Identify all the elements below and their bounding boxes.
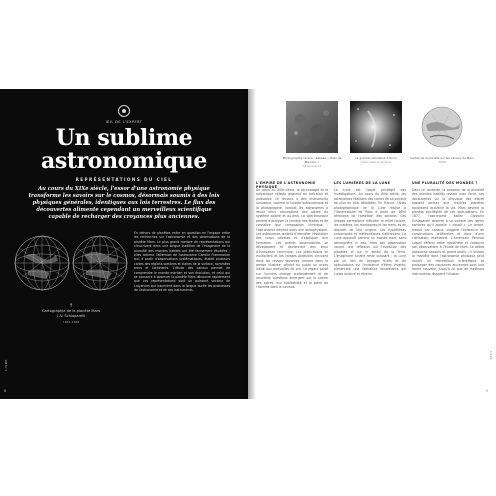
right-side-label: LIVRE [489,351,493,360]
left-page [0,89,248,399]
photo-caption-3-text: Cartes de la planète sur les canaux de Mars [410,156,474,160]
title-line-2: astronomique [41,148,207,174]
mars-hemispheres-drawing [14,227,128,299]
article-title [0,127,248,173]
photo-caption-1-credit: Observatoire [302,163,322,168]
caption-author: J.-V. Schiaparelli [56,314,86,318]
right-folio: 9 [485,389,488,393]
left-body-text: En dehors de planètes entre en question en l'espace entre les recherches sur l'astronomie et des observations de la planète Mars. Le plus grand nombre de représentations qui s'inscrivent dans une longue tradition de l'imaginaire de la pluralité des mondes habités ont été fermement étudiées ; elles attirent l'attention de l'astronome Camille Flammarion qui, à partir d'observations systématiques, établit plusieurs cartes des régions sombres et claires de la surface, nommées mers et continents. L'étude des canaux permet de comprendre le monde martien et son évolution, et celui qui se consacre à observer la planète Mars découvre rapidement que ces représentations sont un puissant vecteur de croyances qui inscrivent dans la longue durée les promesses de l'astronomie et de ses instruments. [134,231,231,293]
eye-emblem-icon [118,105,130,117]
photo-caption-3-credit: 1888 [438,159,446,164]
orion-nebula-photo [350,101,402,153]
column-body-1: Au cours du XIXe siècle, la technologie et la mécanique céleste gagnent en précision et puissance. Le recours à des instruments nouveaux, comme la lunette astronomique et la photographie, conduit les astronomes à revoir leurs conceptions des astres du système solaire et au-delà. La spectroscopie permet d'analyser la lumière des étoiles et de connaître leur composition chimique ; l'astronomie devient alors une astrophysique. Les astronomes tentent d'identifier l'évolution des corps célestes et d'expliquer leur formation. Les grands observatoires se développent et deviennent des lieux d'innovation technique. Les publications se multiplient et les images produites circulent dans les revues savantes comme dans la presse illustrée, offrant au public un accès inédit aux merveilles du ciel. Le regard porté sur l'univers change profondément et de nouvelles questions émergent sur la nature des astres, leur habitabilité et la place de l'homme dans le cosmos. [256,188,328,289]
mars-map-illustration [14,227,128,299]
caption-date: 1882-1888 [62,320,80,324]
photo-caption-2-credit: Observatoire de Paris [360,159,392,164]
title-line-1: Un sublime [55,125,193,151]
right-page [248,89,496,399]
photo-caption-2-text: La grande nébuleuse d'Orion [355,156,397,160]
left-folio: 8 [4,389,7,393]
moon-photo [286,101,338,153]
article-lede: Au cours du XIXe siècle, l'essor d'une astronomie physique transforme les savoirs sur le cosmos, désormais soumis à des lois physiques générales, identiques aux lois terrestres. Le flux des découvertes alimente cependant un merveilleux scientifique capable de recharger des croyances plus anciennes. [28,186,220,220]
photo-caption-1 [280,157,344,168]
book-spread [0,89,496,399]
photo-caption-2 [344,157,408,165]
map-caption [14,303,128,324]
column-heading-3: UNE PLURALITÉ DES MONDES ? [412,181,478,185]
caption-title: Cartographie de la planète Mars [41,309,101,313]
mars-canals-drawing [416,101,468,153]
left-side-label: LIVRE [4,359,8,371]
column-heading-1: L'EMPIRE DE L'ASTRONOMIE PHYSIQUE [256,181,316,189]
photo-caption-3 [410,157,474,165]
section-kicker: ŒIL DE L'EXPERT [105,120,143,124]
column-body-2: La Lune est l'objet privilégié des investigations. Au cours du XIXe siècle, les astronomes réalisent des cartes de sa surface de plus en plus détaillées. En France, l'Atlas photographique de la Lune réalisé à l'Observatoire de Paris à partir de 1894 témoigne de l'ambition des savants. Ces images permettent d'étudier le relief lunaire, les cratères, les montagnes et les mers, et de discuter de leur origine. Les hypothèses volcaniques et météoritiques s'affrontent. La Lune apparaît comme un monde mort, sans atmosphère ni eau, mais son observation nourrit une réflexion sur l'évolution des planètes et sur le destin de la Terre. L'imaginaire lunaire reste puissant : la Lune est un lieu de voyages fictifs et de spéculations sur l'existence d'êtres vivants, alimentant une littérature foisonnante qui croise science et rêverie. [334,188,406,276]
column-heading-2: LES LUMIÈRES DE LA LUNE [334,181,391,185]
caption-arrow-icon: ↑ [68,303,74,309]
photo-caption-1-text: Photographie lunaire, réalisée « Atlas de Meudon » [282,156,342,164]
article-subtitle: REPRÉSENTATIONS DU CIEL [75,177,173,182]
column-body-3: Dans ce contexte, la question de la pluralité des mondes habités revient avec force. Les découvertes sur la physique des astres laissent penser que d'autres planètes pourraient accueillir la vie. Mars devient la planète privilégiée de ces spéculations. En 1877, l'astronome italien Giovanni Schiaparelli observe à sa surface des lignes sombres qu'il appelle « canali ». Le terme, traduit par canaux, suggère l'existence de constructions artificielles et donc d'une civilisation martienne. L'Américain Percival Lowell défend cette hypothèse et consacre son observatoire à l'étude de Mars. Le débat passionne savants et grand public ; il illustre la manière dont l'astronomie physique peut nourrir un merveilleux scientifique et prolonger des croyances anciennes sous une forme nouvelle, jusqu'à ce que de meilleurs instruments dissipent l'illusion. [412,188,484,276]
